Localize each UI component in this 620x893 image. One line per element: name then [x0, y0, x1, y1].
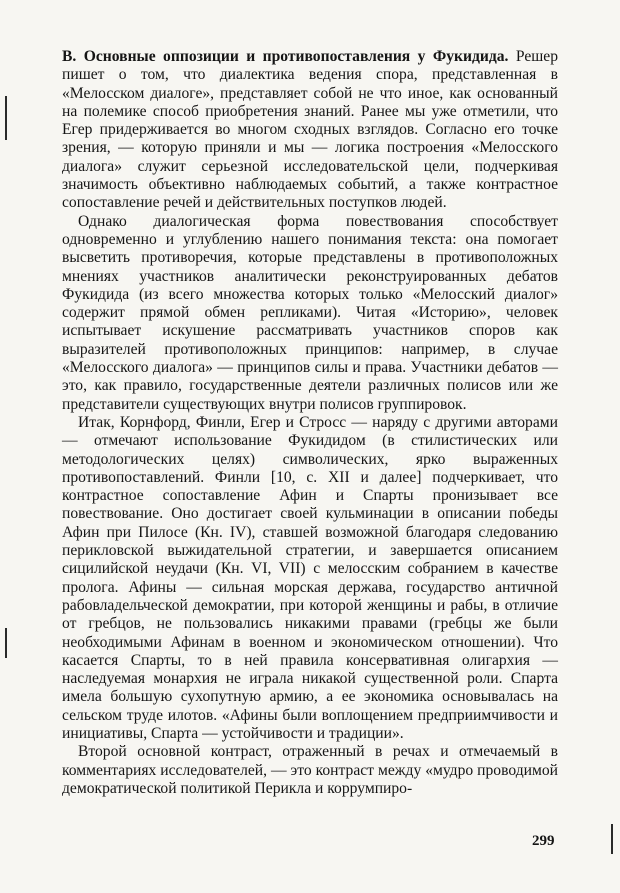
paragraph-1-text: Решер пишет о том, что диалектика ведения спора, представленная в «Мелосском диалоге», представляет собой не что иное, как основанный на полемике способ приобретения знаний. Ранее мы уже отметили, что Егер придерживается во многом сходных взглядов. Согласно его точке зрения, — которую приняли и мы — логика построения «Мелосского диалога» служит серьезной исследовательской цели, подчеркивая значимость объективно наблюдаемых событий, а также контрастное сопоставление речей и действительных поступков людей. [62, 48, 558, 212]
paragraph-4: Второй основной контраст, отраженный в речах и отмечаемый в комментариях исследователей, — это контраст между «мудро проводимой демократической политикой Перикла и коррумпиро- [62, 743, 558, 797]
scan-edge-mark-top [5, 96, 7, 140]
scan-edge-mark-bottom [5, 628, 7, 658]
paragraph-1 [62, 48, 558, 213]
section-heading: В. Основные оппозиции и противопоставления у Фукидида. [62, 48, 509, 65]
paragraph-3: Итак, Корнфорд, Финли, Егер и Стросс — наряду с другими авторами — отмечают использование Фукидидом (в стилистических или методологических целях) символических, ярко выраженных противопоставлений. Финли [10, с. XII и далее] подчеркивает, что контрастное сопоставление Афин и Спарты пронизывает все повествование. Оно достигает своей кульминации в описании победы Афин при Пилосе (Кн. IV), ставшей возможной благодаря следованию перикловской выжидательной стратегии, и завершается описанием сицилийской неудачи (Кн. VI, VII) с мелосским собранием в качестве пролога. Афины — сильная морская держава, государство античной рабовладельческой демократии, при которой женщины и рабы, в отличие от гребцов, не пользовались никакими правами (гребцы же были необходимыми Афинам в военном и экономическом отношении). Что касается Спарты, то в ней правила консервативная олигархия — наследуемая монархия не играла никакой существенной роли. Спарта имела большую сухопутную армию, а ее экономика основывалась на сельском труде илотов. «Афины были воплощением предприимчивости и инициативы, Спарта — устойчивости и традиции». [62, 413, 558, 742]
paragraph-2: Однако диалогическая форма повествования способствует одновременно и углублению нашего понимания текста: она помогает высветить противоречия, которые представлены в противоположных мнениях участников аналитически реконструированных дебатов Фукидида (из всего множества которых только «Мелосский диалог» содержит прямой обмен репликами). Читая «Историю», человек испытывает искушение рассматривать участников споров как выразителей противоположных принципов: например, в случае «Мелосского диалога» — принципов силы и права. Участники дебатов — это, как правило, государственные деятели различных полисов или же представители существующих внутри полисов группировок. [62, 212, 558, 413]
page-number: 299 [532, 833, 555, 849]
scan-edge-mark-right [611, 824, 613, 854]
page-body [62, 48, 558, 798]
